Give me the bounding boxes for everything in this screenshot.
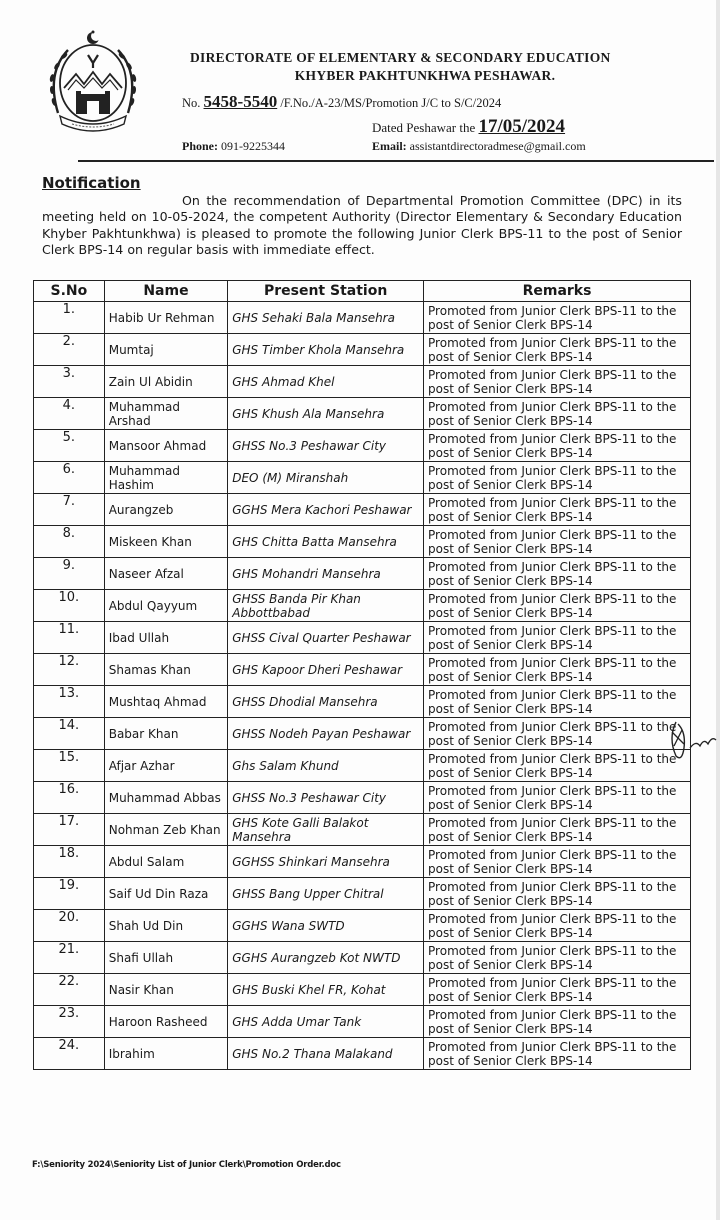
cell-remarks: Promoted from Junior Clerk BPS-11 to the post of Senior Clerk BPS-14: [424, 782, 691, 814]
cell-name: Babar Khan: [104, 718, 228, 750]
cell-sno: 4.: [34, 398, 105, 430]
cell-remarks: Promoted from Junior Clerk BPS-11 to the post of Senior Clerk BPS-14: [424, 462, 691, 494]
cell-present-station: GGHS Wana SWTD: [228, 910, 424, 942]
cell-present-station: DEO (M) Miranshah: [228, 462, 424, 494]
cell-name: Aurangzeb: [104, 494, 228, 526]
cell-present-station: GHSS Nodeh Payan Peshawar: [228, 718, 424, 750]
cell-present-station: GHS Ahmad Khel: [228, 366, 424, 398]
cell-remarks: Promoted from Junior Clerk BPS-11 to the post of Senior Clerk BPS-14: [424, 366, 691, 398]
cell-sno: 20.: [34, 910, 105, 942]
cell-name: Mushtaq Ahmad: [104, 686, 228, 718]
cell-remarks: Promoted from Junior Clerk BPS-11 to the post of Senior Clerk BPS-14: [424, 558, 691, 590]
table-row: [34, 910, 691, 942]
cell-present-station: GHS Sehaki Bala Mansehra: [228, 302, 424, 334]
cell-sno: 8.: [34, 526, 105, 558]
ref-prefix: No.: [182, 96, 201, 110]
cell-remarks: Promoted from Junior Clerk BPS-11 to the post of Senior Clerk BPS-14: [424, 686, 691, 718]
cell-name: Ibad Ullah: [104, 622, 228, 654]
cell-present-station: GHS Timber Khola Mansehra: [228, 334, 424, 366]
table-row: [34, 430, 691, 462]
header-remarks: Remarks: [424, 281, 691, 302]
phone-label: Phone:: [182, 139, 218, 153]
cell-present-station: GHSS Cival Quarter Peshawar: [228, 622, 424, 654]
table-row: [34, 878, 691, 910]
table-row: [34, 654, 691, 686]
kp-government-emblem-icon: [38, 28, 148, 138]
table-row: [34, 558, 691, 590]
table-row: [34, 334, 691, 366]
cell-name: Muhammad Abbas: [104, 782, 228, 814]
cell-name: Abdul Salam: [104, 846, 228, 878]
cell-sno: 24.: [34, 1038, 105, 1070]
cell-name: Mumtaj: [104, 334, 228, 366]
phone-line: [182, 139, 285, 154]
cell-remarks: Promoted from Junior Clerk BPS-11 to the post of Senior Clerk BPS-14: [424, 302, 691, 334]
cell-present-station: GHSS Dhodial Mansehra: [228, 686, 424, 718]
table-row: [34, 494, 691, 526]
header-sno: S.No: [34, 281, 105, 302]
page-edge: [716, 0, 720, 1220]
table-row: [34, 526, 691, 558]
promotion-table: [33, 280, 691, 1070]
cell-sno: 3.: [34, 366, 105, 398]
cell-present-station: GHS Kote Galli Balakot Mansehra: [228, 814, 424, 846]
table-row: [34, 302, 691, 334]
cell-name: Nohman Zeb Khan: [104, 814, 228, 846]
cell-sno: 7.: [34, 494, 105, 526]
cell-present-station: GHS Buski Khel FR, Kohat: [228, 974, 424, 1006]
cell-name: Shafi Ullah: [104, 942, 228, 974]
cell-name: Muhammad Hashim: [104, 462, 228, 494]
cell-present-station: GHS Chitta Batta Mansehra: [228, 526, 424, 558]
header-divider: [78, 160, 714, 162]
cell-remarks: Promoted from Junior Clerk BPS-11 to the post of Senior Clerk BPS-14: [424, 910, 691, 942]
issue-date: 17/05/2024: [478, 116, 566, 137]
table-row: [34, 590, 691, 622]
cell-name: Naseer Afzal: [104, 558, 228, 590]
cell-sno: 18.: [34, 846, 105, 878]
cell-present-station: GHSS Bang Upper Chitral: [228, 878, 424, 910]
cell-remarks: Promoted from Junior Clerk BPS-11 to the post of Senior Clerk BPS-14: [424, 494, 691, 526]
table-row: [34, 718, 691, 750]
table-row: [34, 686, 691, 718]
cell-name: Nasir Khan: [104, 974, 228, 1006]
organization-name: [190, 50, 680, 84]
org-line-2: KHYBER PAKHTUNKHWA PESHAWAR.: [294, 68, 556, 83]
cell-sno: 2.: [34, 334, 105, 366]
cell-present-station: GHS Khush Ala Mansehra: [228, 398, 424, 430]
cell-remarks: Promoted from Junior Clerk BPS-11 to the post of Senior Clerk BPS-14: [424, 334, 691, 366]
cell-sno: 16.: [34, 782, 105, 814]
table-row: [34, 814, 691, 846]
cell-present-station: GHSS Banda Pir Khan Abbottbabad: [228, 590, 424, 622]
table-row: [34, 1006, 691, 1038]
cell-name: Zain Ul Abidin: [104, 366, 228, 398]
notification-body: On the recommendation of Departmental Promotion Committee (DPC) in its meeting held on 10-05-2024, the competent Authority (Director Elementary & Secondary Education Khyber Pakhtunkhwa) is pleased to promote the following Junior Clerk BPS-11 to the post of Senior Clerk BPS-14 on regular basis with immediate effect.: [42, 193, 682, 258]
table-header-row: [34, 281, 691, 302]
header-name: Name: [104, 281, 228, 302]
header-present-station: Present Station: [228, 281, 424, 302]
cell-name: Miskeen Khan: [104, 526, 228, 558]
cell-remarks: Promoted from Junior Clerk BPS-11 to the post of Senior Clerk BPS-14: [424, 1006, 691, 1038]
cell-remarks: Promoted from Junior Clerk BPS-11 to the post of Senior Clerk BPS-14: [424, 654, 691, 686]
cell-sno: 1.: [34, 302, 105, 334]
cell-sno: 21.: [34, 942, 105, 974]
cell-name: Mansoor Ahmad: [104, 430, 228, 462]
cell-sno: 14.: [34, 718, 105, 750]
table-row: [34, 366, 691, 398]
cell-present-station: GHS Kapoor Dheri Peshawar: [228, 654, 424, 686]
ref-number: 5458-5540: [203, 92, 278, 111]
cell-name: Ibrahim: [104, 1038, 228, 1070]
cell-sno: 12.: [34, 654, 105, 686]
table-row: [34, 846, 691, 878]
cell-name: Shah Ud Din: [104, 910, 228, 942]
cell-remarks: Promoted from Junior Clerk BPS-11 to the post of Senior Clerk BPS-14: [424, 526, 691, 558]
cell-present-station: GHSS No.3 Peshawar City: [228, 782, 424, 814]
table-row: [34, 782, 691, 814]
phone-number: 091-9225344: [221, 139, 285, 153]
cell-sno: 13.: [34, 686, 105, 718]
cell-remarks: Promoted from Junior Clerk BPS-11 to the post of Senior Clerk BPS-14: [424, 430, 691, 462]
handwritten-signature-icon: [668, 718, 718, 762]
dated-line: [372, 116, 565, 138]
table-row: [34, 462, 691, 494]
dated-label: Dated Peshawar the: [372, 120, 476, 135]
table-row: [34, 622, 691, 654]
cell-sno: 23.: [34, 1006, 105, 1038]
cell-present-station: GHS Mohandri Mansehra: [228, 558, 424, 590]
cell-remarks: Promoted from Junior Clerk BPS-11 to the post of Senior Clerk BPS-14: [424, 590, 691, 622]
cell-present-station: GGHS Mera Kachori Peshawar: [228, 494, 424, 526]
cell-present-station: GHSS No.3 Peshawar City: [228, 430, 424, 462]
table-row: [34, 398, 691, 430]
table-row: [34, 750, 691, 782]
cell-present-station: Ghs Salam Khund: [228, 750, 424, 782]
cell-sno: 5.: [34, 430, 105, 462]
table-row: [34, 1038, 691, 1070]
cell-sno: 6.: [34, 462, 105, 494]
cell-name: Saif Ud Din Raza: [104, 878, 228, 910]
cell-present-station: GHS No.2 Thana Malakand: [228, 1038, 424, 1070]
cell-remarks: Promoted from Junior Clerk BPS-11 to the post of Senior Clerk BPS-14: [424, 878, 691, 910]
reference-number: [182, 92, 501, 112]
cell-name: Habib Ur Rehman: [104, 302, 228, 334]
email-address: assistantdirectoradmese@gmail.com: [409, 139, 586, 153]
notification-title: Notification: [42, 174, 141, 192]
ref-suffix: /F.No./A-23/MS/Promotion J/C to S/C/2024: [280, 96, 502, 110]
cell-sno: 17.: [34, 814, 105, 846]
cell-remarks: Promoted from Junior Clerk BPS-11 to the post of Senior Clerk BPS-14: [424, 974, 691, 1006]
cell-name: Afjar Azhar: [104, 750, 228, 782]
table-body: [34, 302, 691, 1070]
cell-remarks: Promoted from Junior Clerk BPS-11 to the post of Senior Clerk BPS-14: [424, 750, 691, 782]
cell-name: Haroon Rasheed: [104, 1006, 228, 1038]
cell-remarks: Promoted from Junior Clerk BPS-11 to the post of Senior Clerk BPS-14: [424, 814, 691, 846]
email-line: [372, 139, 586, 154]
cell-sno: 11.: [34, 622, 105, 654]
table-row: [34, 942, 691, 974]
org-line-1: DIRECTORATE OF ELEMENTARY & SECONDARY EDUCATION: [190, 50, 611, 65]
cell-remarks: Promoted from Junior Clerk BPS-11 to the post of Senior Clerk BPS-14: [424, 398, 691, 430]
cell-present-station: GGHSS Shinkari Mansehra: [228, 846, 424, 878]
cell-present-station: GGHS Aurangzeb Kot NWTD: [228, 942, 424, 974]
file-path: F:\Seniority 2024\Seniority List of Junior Clerk\Promotion Order.doc: [32, 1160, 341, 1170]
cell-sno: 22.: [34, 974, 105, 1006]
email-label: Email:: [372, 139, 407, 153]
cell-remarks: Promoted from Junior Clerk BPS-11 to the post of Senior Clerk BPS-14: [424, 718, 691, 750]
cell-sno: 9.: [34, 558, 105, 590]
cell-sno: 15.: [34, 750, 105, 782]
cell-name: Muhammad Arshad: [104, 398, 228, 430]
cell-present-station: GHS Adda Umar Tank: [228, 1006, 424, 1038]
cell-sno: 10.: [34, 590, 105, 622]
table-row: [34, 974, 691, 1006]
cell-remarks: Promoted from Junior Clerk BPS-11 to the post of Senior Clerk BPS-14: [424, 1038, 691, 1070]
cell-remarks: Promoted from Junior Clerk BPS-11 to the post of Senior Clerk BPS-14: [424, 846, 691, 878]
cell-sno: 19.: [34, 878, 105, 910]
cell-name: Abdul Qayyum: [104, 590, 228, 622]
cell-remarks: Promoted from Junior Clerk BPS-11 to the post of Senior Clerk BPS-14: [424, 622, 691, 654]
cell-remarks: Promoted from Junior Clerk BPS-11 to the post of Senior Clerk BPS-14: [424, 942, 691, 974]
cell-name: Shamas Khan: [104, 654, 228, 686]
